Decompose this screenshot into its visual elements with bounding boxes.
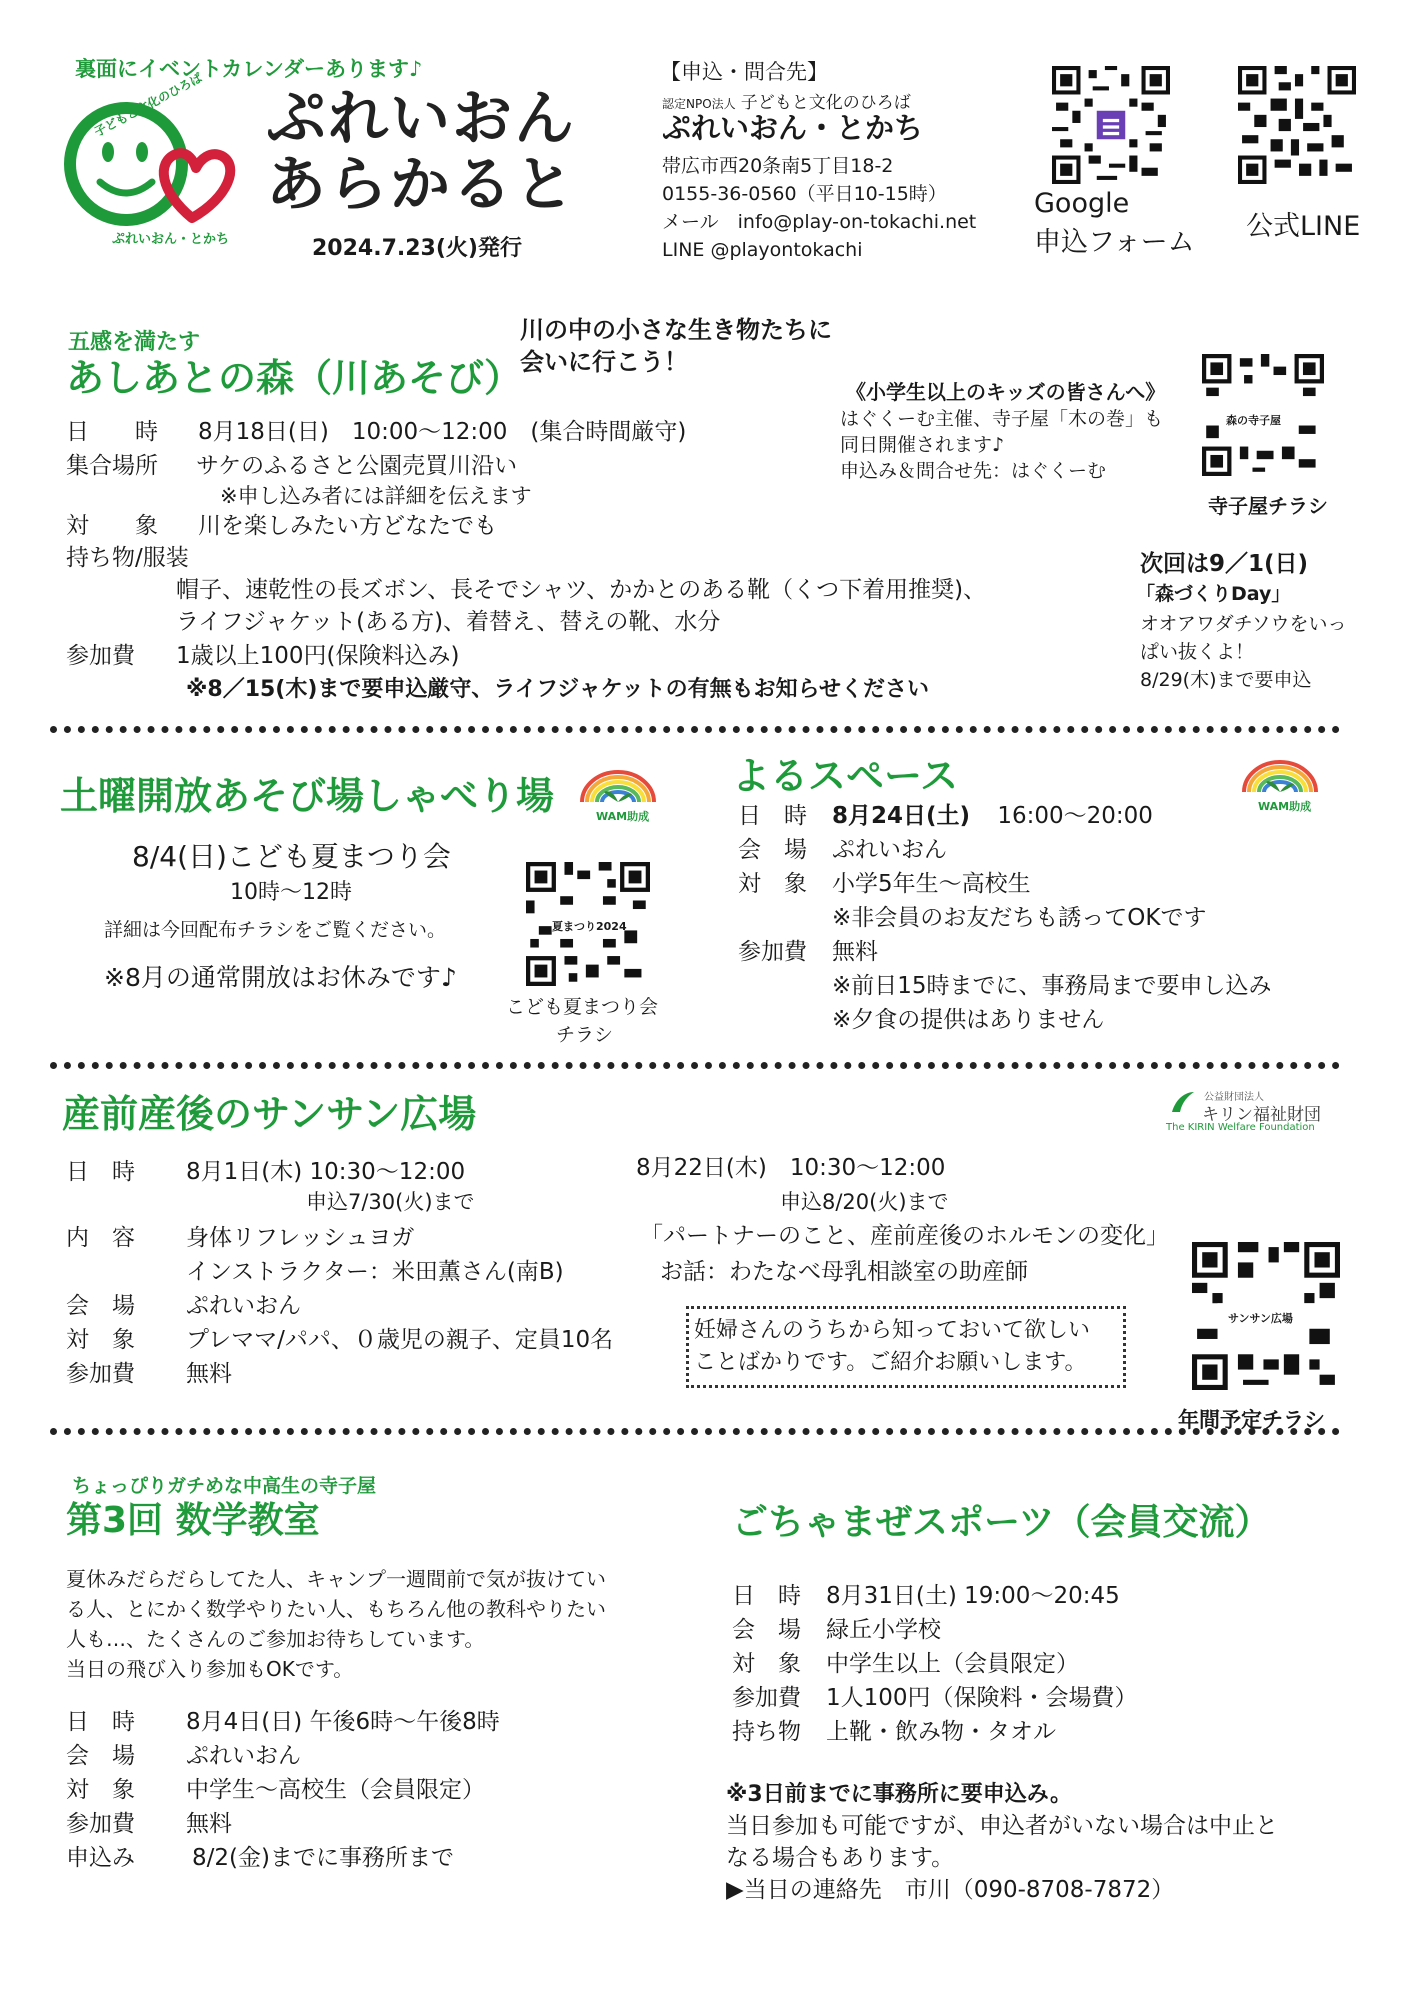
sansan-speaker: お話：わたなべ母乳相談室の助産師 <box>660 1259 1028 1285</box>
sports-target-value: 中学生以上（会員限定） <box>826 1651 1079 1677</box>
sports-date-label: 日 時 <box>732 1583 801 1609</box>
logo-arc-text: 子どもと文化のひろば <box>91 70 205 140</box>
forest-items-line-2: ライフジャケット(ある方)、着替え、替えの靴、水分 <box>176 609 721 635</box>
contact-org-name: ぷれいおん・とかち <box>662 111 924 145</box>
sansan-topic: 「パートナーのこと、産前産後のホルモンの変化」 <box>640 1223 1169 1249</box>
header-title-line2: あらかると <box>266 150 576 220</box>
google-form-caption-2: 申込フォーム <box>1034 227 1195 258</box>
line-qr-caption: 公式LINE <box>1246 211 1361 242</box>
night-fee-value: 無料 <box>832 939 878 965</box>
math-fee-row <box>66 1808 232 1841</box>
math-desc-2: る人、とにかく数学やりたい人、もちろん他の教科やりたい <box>66 1597 606 1621</box>
math-apply-label: 申込み <box>66 1845 135 1871</box>
sports-place-row <box>732 1614 941 1647</box>
night-date-value: 8月24日(土) <box>832 803 971 829</box>
forest-place-row <box>66 450 517 483</box>
kirin-sponsor-en: The KIRIN Welfare Foundation <box>1166 1122 1315 1133</box>
sansan-instructor: インストラクター：米田薫さん(南B) <box>186 1259 564 1285</box>
math-place-value: ぷれいおん <box>186 1743 301 1769</box>
saturday-time: 10時～12時 <box>230 880 352 905</box>
sansan-content-value: 身体リフレッシュヨガ <box>186 1225 415 1251</box>
next-deadline: 8/29(木)まで要申込 <box>1140 669 1312 691</box>
sports-items-label: 持ち物 <box>732 1719 801 1745</box>
night-date-label: 日 時 <box>738 803 807 829</box>
sansan-date-value: 8月1日(木) 10:30～12:00 <box>186 1159 466 1185</box>
night-target-value: 小学5年生～高校生 <box>832 871 1031 897</box>
math-fee-value: 無料 <box>186 1811 232 1837</box>
night-target-label: 対 象 <box>738 871 807 897</box>
kirin-sponsor-small: 公益財団法人 <box>1204 1092 1264 1103</box>
next-line-2: ぱい抜くよ！ <box>1140 641 1255 663</box>
math-date-row <box>66 1706 500 1739</box>
contact-address: 帯広市西20条南5丁目18-2 <box>662 155 894 177</box>
night-note-2: ※夕食の提供はありません <box>832 1007 1105 1033</box>
issue-date: 2024.7.23(火)発行 <box>312 236 522 261</box>
forest-fee-value: 1歳以上100円(保険料込み) <box>176 643 460 669</box>
separator-2 <box>50 1062 1340 1069</box>
contact-phone: 0155-36-0560（平日10-15時） <box>662 183 947 205</box>
math-target-label: 対 象 <box>66 1777 135 1803</box>
saturday-title: 土曜開放あそび場しゃべり場 <box>60 774 555 818</box>
sports-title: ごちゃまぜスポーツ（会員交流） <box>732 1502 1271 1543</box>
sansan-target-label: 対 象 <box>66 1327 135 1353</box>
math-date-label: 日 時 <box>66 1709 135 1735</box>
sports-items-row <box>732 1716 1056 1749</box>
saturday-note: ※8月の通常開放はお休みです♪ <box>104 963 457 992</box>
sports-target-label: 対 象 <box>732 1651 801 1677</box>
sansan-title: 産前産後のサンサン広場 <box>62 1092 477 1136</box>
sports-items-value: 上靴・飲み物・タオル <box>826 1719 1056 1745</box>
forest-deadline: ※8／15(木)まで要申込厳守、ライフジャケットの有無もお知らせください <box>186 677 930 702</box>
kids-line-1: はぐくーむ主催、寺子屋「木の巻」も <box>840 408 1164 430</box>
forest-items-label: 持ち物/服装 <box>66 545 189 571</box>
forest-place-note: ※申し込み者には詳細を伝えます <box>220 484 532 508</box>
sansan-date-2: 8月22日(木) 10:30～12:00 <box>636 1155 946 1181</box>
kids-line-2: 同日開催されます♪ <box>840 434 1005 456</box>
sports-date-row <box>732 1580 1120 1613</box>
forest-target-label: 対 象 <box>66 513 158 539</box>
separator-3 <box>50 1428 1340 1435</box>
contact-email[interactable]: メール info@play-on-tokachi.net <box>662 211 977 233</box>
night-time-value: 16:00～20:00 <box>997 803 1153 829</box>
forest-date-value: 8月18日(日) 10:00～12:00 (集合時間厳守) <box>198 419 687 445</box>
forest-kicker: 五感を満たす <box>68 330 201 355</box>
next-title: 次回は9／1(日) <box>1140 551 1309 577</box>
math-fee-label: 参加費 <box>66 1811 135 1837</box>
sports-note-1: 当日参加も可能ですが、申込者がいない場合は中止と <box>726 1813 1278 1839</box>
forest-fee-row <box>66 640 459 673</box>
sansan-date-deadline: 申込7/30(火)まで <box>306 1190 475 1214</box>
sports-note-2: なる場合もあります。 <box>726 1845 955 1871</box>
terakoya-qr-label: 森の寺子屋 <box>1226 414 1281 427</box>
kirin-foundation-icon <box>1168 1088 1196 1116</box>
terakoya-qr-caption: 寺子屋チラシ <box>1208 494 1328 518</box>
logo-bottom-text: ぷれいおん・とかち <box>112 232 230 247</box>
math-place-row <box>66 1740 301 1773</box>
sansan-place-label: 会 場 <box>66 1293 135 1319</box>
sansan-date-label: 日 時 <box>66 1159 135 1185</box>
sports-fee-row <box>732 1682 1138 1715</box>
sansan-fee-value: 無料 <box>186 1361 232 1387</box>
header-title-line1: ぷれいおん <box>266 84 576 154</box>
sansan-box-line-2: ことばかりです。ご紹介お願いします。 <box>694 1350 1087 1375</box>
math-target-value: 中学生～高校生（会員限定） <box>186 1777 485 1803</box>
math-desc-4: 当日の飛び入り参加もOKです。 <box>66 1657 354 1681</box>
separator-1 <box>50 726 1340 733</box>
night-place-label: 会 場 <box>738 837 807 863</box>
math-desc-1: 夏休みだらだらしてた人、キャンプ一週間前で気が抜けてい <box>66 1567 606 1591</box>
kids-line-3: 申込み＆問合せ先：はぐくーむ <box>840 460 1107 482</box>
forest-target-value: 川を楽しみたい方どなたでも <box>198 513 497 539</box>
sansan-place-row <box>66 1290 301 1323</box>
forest-catch-2: 会いに行こう！ <box>520 348 688 376</box>
sansan-fee-label: 参加費 <box>66 1361 135 1387</box>
forest-fee-label: 参加費 <box>66 643 135 669</box>
contact-line-id[interactable]: LINE @playontokachi <box>662 239 863 261</box>
math-apply-value: 8/2(金)までに事務所まで <box>192 1845 454 1871</box>
saturday-detail: 詳細は今回配布チラシをご覧ください。 <box>104 919 447 941</box>
kids-title: 《小学生以上のキッズの皆さんへ》 <box>846 380 1166 404</box>
math-place-label: 会 場 <box>66 1743 135 1769</box>
night-fee-label: 参加費 <box>738 939 807 965</box>
night-place-value: ぷれいおん <box>832 837 947 863</box>
sansan-content-row <box>66 1222 414 1255</box>
line-qr[interactable] <box>1238 66 1356 184</box>
forest-items-line-1: 帽子、速乾性の長ズボン、長そでシャツ、かかとのある靴（くつ下着用推奨)、 <box>176 577 987 603</box>
sansan-content-label: 内 容 <box>66 1225 135 1251</box>
sansan-date-row <box>66 1156 465 1189</box>
sports-target-row <box>732 1648 1079 1681</box>
google-form-qr[interactable] <box>1052 66 1170 184</box>
sansan-box-line-1: 妊婦さんのうちから知っておいて欲しい <box>694 1318 1091 1343</box>
forest-title: あしあとの森（川あそび） <box>66 356 523 400</box>
forest-target-row <box>66 510 497 543</box>
org-prefix: 認定NPO法人 <box>662 97 736 111</box>
sports-fee-value: 1人100円（保険料・会場費） <box>826 1685 1138 1711</box>
sansan-qr-caption: 年間予定チラシ <box>1178 1408 1325 1432</box>
math-date-value: 8月4日(日) 午後6時～午後8時 <box>186 1709 500 1735</box>
saturday-event: 8/4(日)こども夏まつり会 <box>132 840 451 873</box>
sports-note-bold: ※3日前までに事務所に要申込み。 <box>726 1782 1073 1807</box>
org-sub: 子どもと文化のひろば <box>740 93 911 113</box>
summer-festival-qr-label: 夏まつり2024 <box>552 920 627 933</box>
night-wam-badge: WAM助成 <box>1258 800 1312 813</box>
next-event: 「森づくりDay」 <box>1136 583 1291 605</box>
forest-catch-1: 川の中の小さな生き物たちに <box>520 316 832 344</box>
kirin-sponsor-name: キリン福祉財団 <box>1202 1105 1321 1125</box>
next-line-1: オオアワダチソウをいっ <box>1140 613 1347 635</box>
saturday-wam-badge: WAM助成 <box>596 810 650 823</box>
sports-place-value: 緑丘小学校 <box>826 1617 941 1643</box>
night-fee-row <box>738 936 878 969</box>
sports-date-value: 8月31日(土) 19:00～20:45 <box>826 1583 1120 1609</box>
sansan-qr-label: サンサン広場 <box>1228 1312 1293 1325</box>
sansan-target-row <box>66 1324 613 1357</box>
google-form-caption-1: Google <box>1034 188 1130 219</box>
sports-contact: ▶当日の連絡先 市川（090-8708-7872） <box>726 1877 1175 1903</box>
math-apply-row <box>66 1842 454 1875</box>
math-kicker: ちょっぴりガチめな中高生の寺子屋 <box>72 1475 377 1497</box>
forest-place-label: 集合場所 <box>66 453 158 479</box>
forest-place-value: サケのふるさと公園売買川沿い <box>196 453 518 479</box>
night-date-row <box>738 800 1153 833</box>
forest-date-label: 日 時 <box>66 419 158 445</box>
forest-date-row <box>66 416 686 449</box>
night-note-1: ※前日15時までに、事務局まで要申し込み <box>832 973 1272 999</box>
math-target-row <box>66 1774 485 1807</box>
sansan-target-value: プレママ/パパ、０歳児の親子、定員10名 <box>186 1327 614 1353</box>
night-title: よるスペース <box>732 754 959 798</box>
sports-fee-label: 参加費 <box>732 1685 801 1711</box>
header-tagline: 裏面にイベントカレンダーあります♪ <box>75 57 423 81</box>
sports-place-label: 会 場 <box>732 1617 801 1643</box>
night-target-row <box>738 868 1031 901</box>
math-desc-3: 人も…、たくさんのご参加お待ちしています。 <box>66 1627 485 1651</box>
sansan-date-2-deadline: 申込8/20(火)まで <box>780 1190 949 1214</box>
math-title: 第3回 数学教室 <box>66 1500 320 1541</box>
contact-heading: 【申込・問合先】 <box>660 60 828 84</box>
night-target-note: ※非会員のお友だちも誘ってOKです <box>832 905 1207 931</box>
sansan-place-value: ぷれいおん <box>186 1293 301 1319</box>
sansan-fee-row <box>66 1358 232 1391</box>
summer-festival-caption-1: こども夏まつり会 <box>506 996 659 1018</box>
night-place-row <box>738 834 947 867</box>
summer-festival-caption-2: チラシ <box>556 1024 614 1046</box>
